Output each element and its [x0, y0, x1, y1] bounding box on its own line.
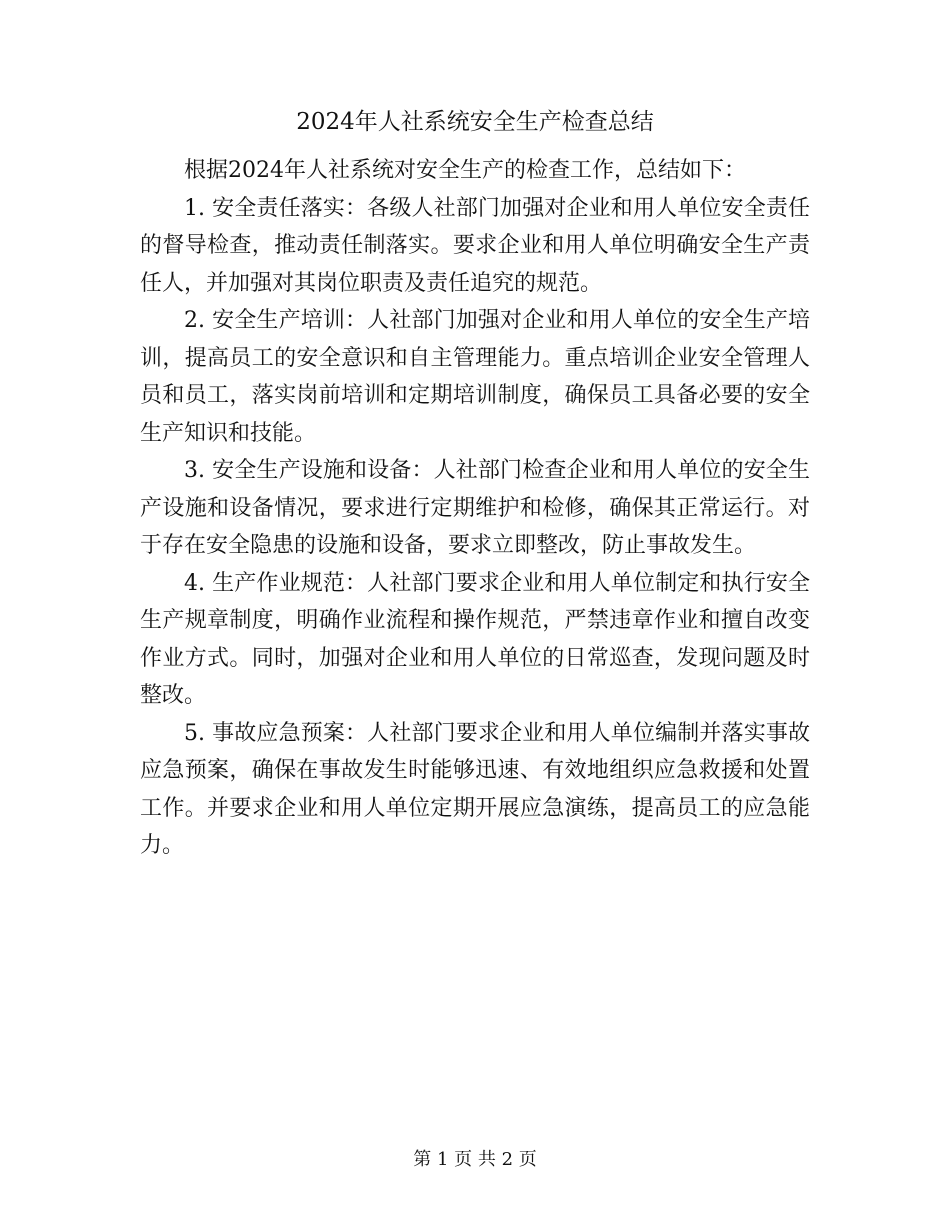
item-paragraph-4: 4. 生产作业规范：人社部门要求企业和用人单位制定和执行安全生产规章制度，明确作业流程和操作规范，严禁违章作业和擅自改变作业方式。同时，加强对企业和用人单位的日常巡查，发现问题及时整改。 [140, 570, 810, 708]
item-paragraph-3: 3. 安全生产设施和设备：人社部门检查企业和用人单位的安全生产设施和设备情况，要求进行定期维护和检修，确保其正常运行。对于存在安全隐患的设施和设备，要求立即整改，防止事故发生。 [140, 458, 810, 558]
item-paragraph-2: 2. 安全生产培训：人社部门加强对企业和用人单位的安全生产培训，提高员工的安全意识和自主管理能力。重点培训企业安全管理人员和员工，落实岗前培训和定期培训制度，确保员工具备必要的安全生产知识和技能。 [140, 308, 810, 446]
page-number-footer: 第 1 页 共 2 页 [413, 1149, 537, 1170]
item-paragraph-5: 5. 事故应急预案：人社部门要求企业和用人单位编制并落实事故应急预案，确保在事故发生时能够迅速、有效地组织应急救援和处置工作。并要求企业和用人单位定期开展应急演练，提高员工的应急能力。 [140, 720, 810, 858]
intro-paragraph: 根据2024年人社系统对安全生产的检查工作，总结如下： [184, 158, 746, 183]
item-paragraph-1: 1. 安全责任落实：各级人社部门加强对企业和用人单位安全责任的督导检查，推动责任制落实。要求企业和用人单位明确安全生产责任人，并加强对其岗位职责及责任追究的规范。 [140, 195, 810, 296]
document-body [140, 152, 810, 865]
document-title: 2024年人社系统安全生产检查总结 [296, 109, 654, 135]
